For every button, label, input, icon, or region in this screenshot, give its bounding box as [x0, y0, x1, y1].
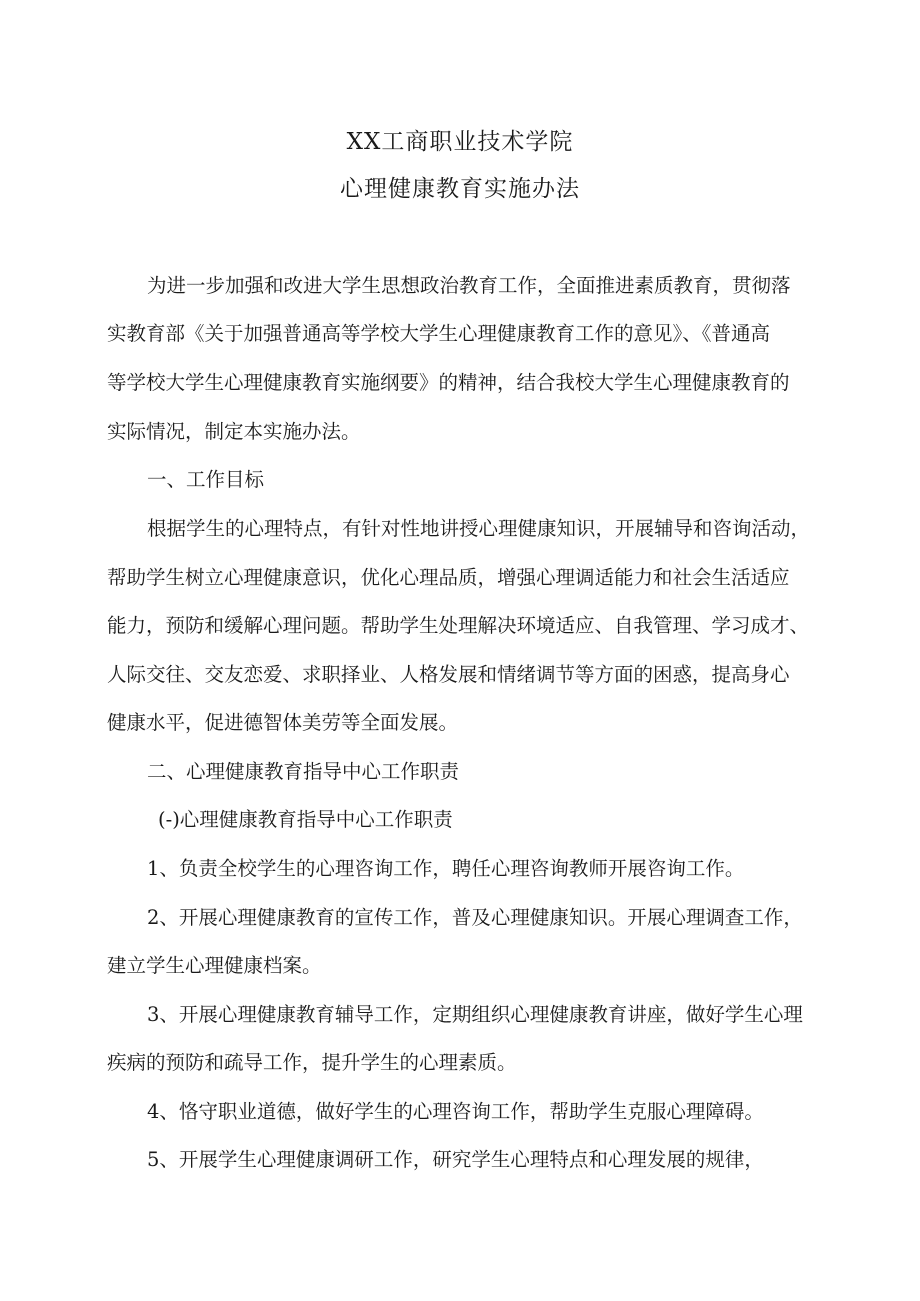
- paragraph-intro-line-3: 等学校大学生心理健康教育实施纲要》的精神，结合我校大学生心理健康教育的: [107, 371, 790, 394]
- document-title-school: XX工商职业技术学院: [346, 129, 574, 155]
- paragraph-intro-line-1: 为进一步加强和改进大学生思想政治教育工作，全面推进素质教育，贯彻落: [147, 274, 791, 297]
- paragraph-intro-line-2: 实教育部《关于加强普通高等学校大学生心理健康教育工作的意见》、《普通高: [107, 322, 771, 345]
- duty-item-1: 1、负责全校学生的心理咨询工作，聘任心理咨询教师开展咨询工作。: [147, 857, 745, 880]
- duty-item-5: 5、开展学生心理健康调研工作，研究学生心理特点和心理发展的规律，: [147, 1148, 764, 1171]
- paragraph-goals-line-5: 健康水平，促进德智体美劳等全面发展。: [107, 711, 459, 734]
- duty-item-3-line-2: 疾病的预防和疏导工作，提升学生的心理素质。: [107, 1051, 517, 1074]
- paragraph-goals-line-2: 帮助学生树立心理健康意识，优化心理品质，增强心理调适能力和社会生活适应: [107, 566, 790, 589]
- section-heading-duties: 二、心理健康教育指导中心工作职责: [147, 760, 460, 783]
- section-heading-goals: 一、工作目标: [147, 468, 265, 491]
- subsection-heading-center-duties: (-)心理健康教育指导中心工作职责: [158, 808, 453, 831]
- duty-item-2-line-1: 2、开展心理健康教育的宣传工作，普及心理健康知识。开展心理调查工作，: [147, 906, 803, 929]
- duty-item-3-line-1: 3、开展心理健康教育辅导工作，定期组织心理健康教育讲座，做好学生心理: [147, 1003, 803, 1026]
- document-title-subject: 心理健康教育实施办法: [340, 176, 580, 202]
- paragraph-intro-line-4: 实际情况，制定本实施办法。: [107, 420, 361, 443]
- paragraph-goals-line-4: 人际交往、交友恋爱、求职择业、人格发展和情绪调节等方面的困惑，提高身心: [107, 663, 790, 686]
- paragraph-goals-line-1: 根据学生的心理特点，有针对性地讲授心理健康知识，开展辅导和咨询活动，: [147, 517, 811, 540]
- duty-item-4: 4、恪守职业道德，做好学生的心理咨询工作，帮助学生克服心理障碍。: [147, 1100, 764, 1123]
- duty-item-2-line-2: 建立学生心理健康档案。: [107, 954, 322, 977]
- paragraph-goals-line-3: 能力，预防和缓解心理问题。帮助学生处理解决环境适应、自我管理、学习成才、: [107, 614, 810, 637]
